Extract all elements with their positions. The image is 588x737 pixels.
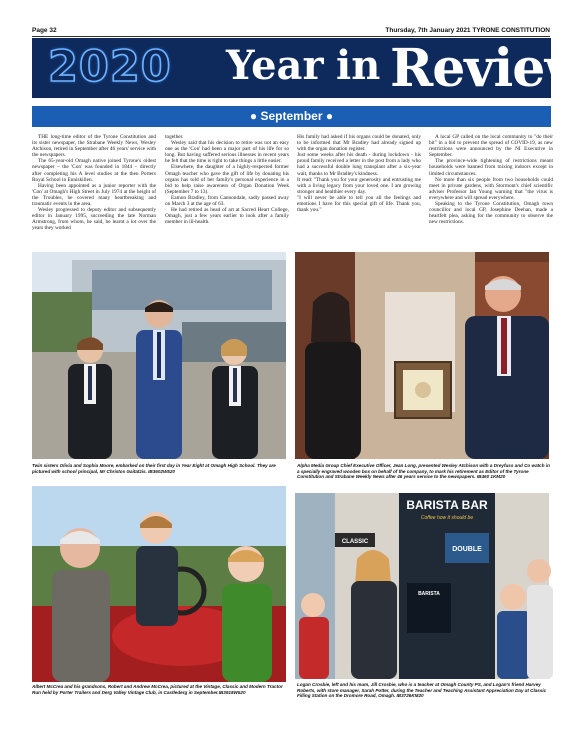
classic-sign: CLASSIC [341,539,369,545]
article-paragraph: Elsewhere, the daughter of a highly-respected former Omagh teacher who gave the gift of life by donating his organs has told of her family's personal experience in a bid to help raise awareness of Organ Donation Week (September 7 to 13). [165,164,289,195]
page-header [32,25,550,37]
article-paragraph: His family had asked if his organs could be donated, only to be informed that Mr Bradley had already signed up with the organ donation register. [297,134,421,153]
article-column-4 [429,134,553,225]
photo-caption: Twin sisters Olivia and Sophia Moore, embarked on their first day in Year Eight at Omagh High School. They are pictured with school principal, Mr Christos Gaitatzis. IB3602W520 [32,463,276,474]
photo-tractor-run [32,486,286,682]
article-paragraph: He had retired as head of art at Sacred Heart College, Omagh, just a few years earlier to look after a family member in ill-health. [165,207,289,226]
banner-word-in: in [336,42,381,89]
header-rule [32,36,550,37]
photo-tractor-run-illustration [32,486,286,682]
article-paragraph: Having been appointed as a junior reporter with the 'Con' at Omagh's High Street in July 1974 at the height of the Troubles, he covered many heartbreaking and traumatic events in the area. [32,182,156,208]
article-paragraph: Wesley said that his decision to retire was not an easy one as the 'Con' had been a major part of his life for so long. But having suffered serious illnesses in recent years he felt that the time is right to take things a little easier. [165,140,289,165]
photo-school-pupils-illustration [32,252,286,459]
article-column-1 [32,134,156,232]
photo-retirement-presentation-illustration [295,252,549,459]
article-column-3 [297,134,421,213]
article-paragraph: The 65-year-old Omagh native joined Tyrone's oldest newspaper – the 'Con' was founded in 1844 – directly after completing his A level studies at the then Porters Royal School in Enniskillen. [32,158,156,183]
article-paragraph: The province-wide tightening of restrictions meant households were banned from mixing indoors except in limited circumstances. [429,158,553,177]
article-paragraph: Speaking to the Tyrone Constitution, Omagh town councillor and local GP, Josephine Deehan, made a heartfelt plea, asking for the community to observe the new restrictions. [429,201,553,226]
banner-year-number: 2020 [48,42,172,92]
article-paragraph: It read: "Thank you for your generosity and entrusting me with a living legacy from your loved one. I am growing stronger and healthier every day. [297,176,421,195]
photo-caption: Alpha Media Group Chief Executive Officer, Jean Long, presented Wesley Atchison with a Dreyfuss and Co watch in a specially engraved wooden box on behalf of the company, to mark his retirement as Editor of the Tyrone Constitution and Strabane Weekly News after 46 years service to the newspapers. IB460 1KM20 [297,463,550,479]
barista-machine-label: BARISTA [418,591,440,597]
barista-bar-sign: BARISTA BAR [406,498,488,512]
double-poster: DOUBLE [452,546,482,553]
article-paragraph: "I will never be able to tell you all the feelings and emotions I have for this special gift of life. Thank you, thank you." [297,194,421,214]
photo-barista-bar-illustration [295,493,549,679]
article-paragraph: Just some weeks after his death - during lockdown - his proud family received a letter in the post from a lady who had a successful double lung transplant after a six-year wait, thanks to Mr Bradley's kindness. [297,152,421,177]
month-heading: ● September ● [32,106,551,127]
article-paragraph: No more than six people from two households could meet in private gardens, with Stormont's chief scientific adviser Professor Ian Young warning that "the virus is everywhere and will spread everywhere. [429,176,553,201]
article-paragraph: Wesley progressed to deputy editor and subsequently editor in January 1995, succeeding the late Norman Armstrong, from whom, he said, he learnt a lot over the years they worked [32,207,156,232]
banner-word-year: Year [226,42,324,89]
article-paragraph: together. [165,134,184,140]
publication-date: Thursday, 7th January 2021 TYRONE CONSTITUTION [385,27,550,34]
page-number: Page 32 [32,27,57,34]
photo-caption: Albert McCrea and his grandsons, Robert and Andrew McCrea, pictured at the Vintage, Classic and Modern Tractor Run held by Porter Trailers and Derg Valley Vintage Club, in Castlederg in September.IB3918W520 [32,684,283,695]
article-paragraph: A local GP called on the local community to "do their bit" in a bid to prevent the spread of COVID-19, as new restrictions were announced by the NI Executive in September. [429,134,553,159]
article-paragraph: Eamon Bradley, from Cannondale, sadly passed away on March 3 at the age of 63. [165,194,289,208]
photo-barista-bar [295,493,549,679]
barista-bar-tagline: Coffee how it should be [420,515,474,521]
photo-caption: Logan Crosbie, left and his mum, Jill Crosbie, who is a teacher at Omagh County PS, and Logan's friend Harvey Roberts, with store manager, Sarah Potter, during the Teacher and Teaching Assistant Appreciation Day at Classic Filling Station on the Dromore Road, Omagh. IB3726KM20 [297,682,547,698]
year-in-review-banner [32,38,588,99]
article-paragraph: THE long-time editor of the Tyrone Constitution and its sister newspaper, the Strabane Weekly News, Wesley Atchison, retired in September after 46 years' service with the newspapers. [32,134,156,159]
banner-word-review: Review [390,38,588,99]
photo-retirement-presentation [295,252,549,459]
photo-school-pupils [32,252,286,459]
article-column-2 [165,134,289,225]
